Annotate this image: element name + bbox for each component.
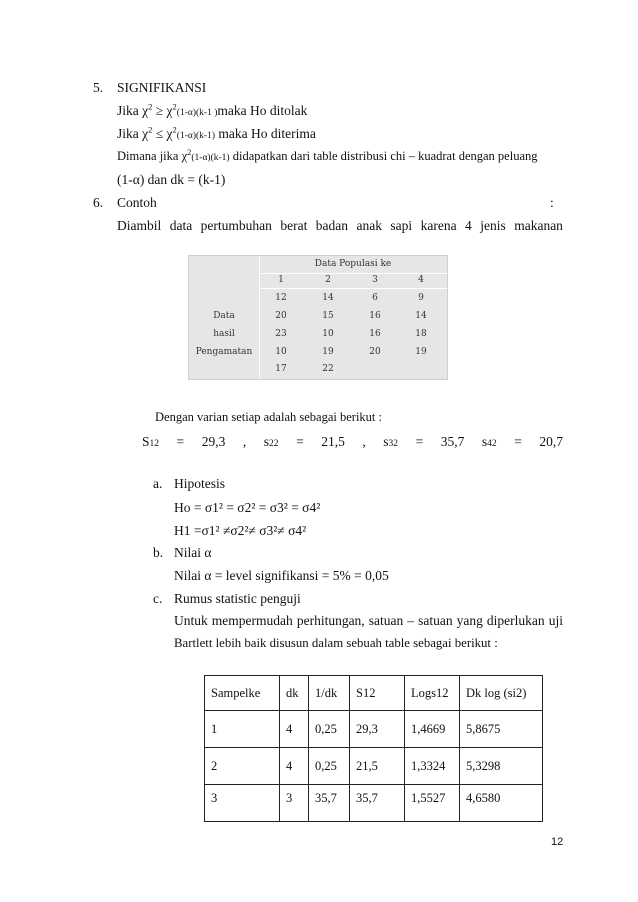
column-header: 3 [372,275,378,285]
table-cell: 18 [415,329,427,339]
bartlett-table [204,675,543,822]
table-row [205,748,543,785]
table-cell: 23 [275,329,287,339]
table-cell: 21,5 [350,748,405,785]
table-cell: 5,8675 [460,711,543,748]
significance-line-4: (1-α) dan dk = (k-1) [117,172,226,187]
significance-line-1: Jika $\chi^2 \ge \chi^2(1-\alpha)(k-1$ )maka Ho ditolak [117,101,308,118]
row-label: Pengamatan [195,347,253,357]
table-cell: 1,5527 [405,785,460,822]
variance-intro: Dengan varian setiap adalah sebagai berikut : [155,410,382,424]
item-c-title: Rumus statistic penguji [174,591,301,606]
row-label: hasil [213,329,235,339]
header-cell: Sampelke [205,676,280,711]
section6-number: 6. [93,195,104,210]
table-cell: 0,25 [309,748,350,785]
section5-number: 5. [93,80,104,95]
item-a-label: a. [153,476,163,491]
row-label: Data [213,311,235,321]
table-cell: 4 [280,748,309,785]
table-cell: 1 [205,711,280,748]
variance-s3-value: 35,7 [440,434,465,449]
section6-title: Contoh [117,195,157,210]
page-number: 12 [551,836,564,848]
variance-s3-label: s32 [383,434,399,449]
header-cell: Dk log (si2) [460,676,543,711]
column-header: 4 [418,275,424,285]
table-cell: 1,4669 [405,711,460,748]
table-cell: 20 [369,347,381,357]
table-cell: 16 [369,329,381,339]
item-c-text-line2: Bartlett lebih baik disusun dalam sebuah table sebagai berikut : [174,636,498,650]
table-cell: 12 [275,293,287,303]
table-cell: 15 [322,311,334,321]
alpha-value: Nilai α = level signifikansi = 5% = 0,05 [174,568,389,583]
table-cell: 10 [275,347,287,357]
significance-line-3: Dimana jika $\chi^2(1-\alpha)(k-1)$ didapatkan dari table distribusi chi – kuadrat dengan peluang [117,146,538,163]
table-cell: 35,7 [350,785,405,822]
table-cell: 1,3324 [405,748,460,785]
table-cell: 2 [205,748,280,785]
table-cell: 19 [415,347,427,357]
table-header-row [205,676,543,711]
hypothesis-h1: H1 =σ1² ≠σ2²≠ σ3²≠ σ4² [174,523,307,538]
table-cell: 9 [418,293,424,303]
table-cell: 16 [369,311,381,321]
variance-s1-value: 29,3 [201,434,226,449]
table-cell: 22 [322,364,334,374]
variance-s2-value: 21,5 [321,434,345,449]
table-cell: 19 [322,347,334,357]
population-table-header: Data Populasi ke [314,259,392,269]
hypothesis-ho: Ho = σ1² = σ2² = σ3² = σ4² [174,500,321,515]
table-cell: 14 [415,311,427,321]
section5-title: SIGNIFIKANSI [117,80,207,95]
variance-values: S12 = 29,3 , s22 = 21,5 , s32 = 35,7 s42 = 20,7 [142,434,563,449]
table-cell: 10 [322,329,334,339]
table-cell: 14 [322,293,334,303]
variance-s4-value: 20,7 [539,434,563,449]
header-cell: S12 [350,676,405,711]
table-cell: 17 [275,364,287,374]
column-header: 1 [278,275,284,285]
population-table [188,255,448,380]
section6-intro: Diambil data pertumbuhan berat badan anak sapi karena 4 jenis makanan [117,218,563,233]
item-b-label: b. [153,545,164,560]
item-c-label: c. [153,591,163,606]
table-cell: 35,7 [309,785,350,822]
header-cell: dk [280,676,309,711]
variance-s2-label: s22 [263,434,279,449]
table-cell: 3 [205,785,280,822]
table-cell: 4 [280,711,309,748]
table-cell: 4,6580 [460,785,543,822]
column-header: 2 [325,275,331,285]
item-a-title: Hipotesis [174,476,226,491]
header-cell: 1/dk [309,676,350,711]
table-row [205,711,543,748]
significance-line-2: Jika $\chi^2 \le \chi^2(1-\alpha)(k-1)$ maka Ho diterima [117,124,316,141]
table-cell: 3 [280,785,309,822]
table-cell: 0,25 [309,711,350,748]
variance-s1-label: S12 [142,434,160,449]
item-c-text: Untuk mempermudah perhitungan, satuan – satuan yang diperlukan uji [174,613,563,628]
table-cell: 5,3298 [460,748,543,785]
table-cell: 29,3 [350,711,405,748]
table-cell: 20 [275,311,287,321]
table-cell: 6 [372,293,378,303]
header-cell: Logs12 [405,676,460,711]
section6-colon: : [550,195,554,210]
table-row [205,785,543,822]
item-b-title: Nilai α [174,545,212,560]
variance-s4-label: s42 [481,434,497,449]
